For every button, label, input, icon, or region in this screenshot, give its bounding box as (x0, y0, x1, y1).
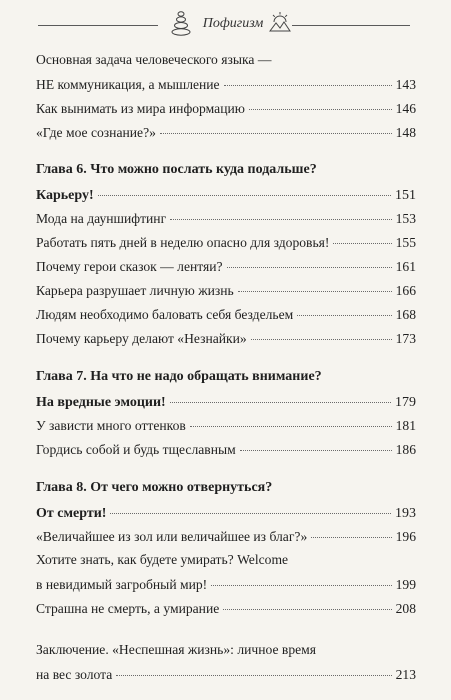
toc-entry-page: 166 (395, 283, 416, 298)
toc-entry (36, 666, 416, 686)
toc-entry-title: Людям необходимо баловать себя бездельем (36, 307, 294, 322)
toc-entry (36, 210, 416, 230)
dot-leader (160, 121, 392, 134)
chapter-heading (36, 162, 416, 182)
toc-entry (36, 576, 416, 596)
toc-entry-title: Заключение. «Неспешная жизнь»: личное время (36, 642, 317, 657)
dot-leader (227, 255, 392, 268)
toc-entry-page: 148 (395, 125, 416, 140)
stacked-stones-icon (170, 10, 192, 36)
toc-entry-title: Карьеру! (36, 188, 94, 203)
dot-leader (223, 597, 391, 610)
running-header (0, 8, 451, 38)
toc-entry-title: НЕ коммуникация, а мышление (36, 77, 220, 92)
toc-entry-title: Почему герои сказок — лентяи? (36, 259, 223, 274)
chapter-entry (36, 393, 416, 413)
toc-entry (36, 234, 416, 254)
toc-entry-page: 179 (395, 395, 416, 410)
toc-entry-title: «Величайшее из зол или величайшее из благ?» (36, 529, 308, 544)
dot-leader (224, 73, 392, 86)
toc-entry-title: Хотите знать, как будете умирать? Welcome (36, 552, 289, 567)
toc-entry-title: Мода на дауншифтинг (36, 211, 167, 226)
dot-leader (211, 573, 391, 586)
toc-entry-page: 196 (395, 529, 416, 544)
dot-leader (311, 525, 391, 538)
dot-leader (116, 663, 391, 676)
dot-leader (110, 501, 391, 514)
dot-leader (170, 207, 391, 220)
toc-entry-page: 146 (395, 101, 416, 116)
chapter-title: Глава 6. Что можно послать куда подальше? (36, 162, 317, 177)
toc-entry (36, 100, 416, 120)
toc-entry-page: 213 (395, 667, 416, 682)
toc-entry (36, 330, 416, 350)
header-rule-left (38, 25, 158, 26)
chapter-heading (36, 480, 416, 500)
dot-leader (297, 303, 391, 316)
toc-entry (36, 600, 416, 620)
toc-entry-page: 186 (395, 442, 416, 457)
toc-entry-page: 151 (395, 188, 416, 203)
dot-leader (251, 327, 392, 340)
dot-leader (98, 183, 391, 196)
chapter-title: Глава 8. От чего можно отвернуться? (36, 480, 273, 495)
toc-entry-title: Как вынимать из мира информацию (36, 101, 245, 116)
toc-entry-title: У зависти много оттенков (36, 418, 186, 433)
toc-entry-title: Гордись собой и будь тщеславным (36, 442, 236, 457)
toc-entry-page: 181 (395, 418, 416, 433)
toc-entry-page: 173 (395, 331, 416, 346)
toc-entry (36, 124, 416, 144)
toc-entry-page: 153 (395, 211, 416, 226)
toc-entry-title: На вредные эмоции! (36, 395, 166, 410)
toc-entry-page: 143 (395, 77, 416, 92)
dot-leader (333, 231, 391, 244)
toc-entry-page: 193 (395, 506, 416, 521)
toc-entry (36, 417, 416, 437)
dot-leader (190, 414, 392, 427)
toc-entry-title: Работать пять дней в неделю опасно для здоровья! (36, 235, 330, 250)
toc-entry-title: Почему карьеру делают «Незнайки» (36, 331, 247, 346)
toc-entry (36, 76, 416, 96)
toc-entry-title: Карьера разрушает личную жизнь (36, 283, 234, 298)
dot-leader (240, 438, 392, 451)
chapter-heading (36, 369, 416, 389)
toc-entry (36, 258, 416, 278)
header-title: Пофигизм (202, 16, 264, 31)
toc-entry-title: Страшна не смерть, а умирание (36, 601, 220, 616)
toc-entry (36, 441, 416, 461)
toc-entry-title: на вес золота (36, 667, 113, 682)
toc-entry-page: 155 (395, 235, 416, 250)
toc-entry-title: «Где мое сознание?» (36, 125, 156, 140)
toc-entry (36, 306, 416, 326)
dot-leader (170, 390, 391, 403)
toc-entry-title: в невидимый загробный мир! (36, 577, 208, 592)
dot-leader (249, 97, 392, 110)
toc-entry (36, 528, 416, 548)
toc-entry-page: 168 (395, 307, 416, 322)
toc-entry-page: 208 (395, 601, 416, 616)
toc-entry (36, 552, 416, 572)
chapter-entry (36, 504, 416, 524)
toc-entry-title: Основная задача человеческого языка — (36, 52, 272, 67)
chapter-entry (36, 186, 416, 206)
toc-entry (36, 52, 416, 72)
toc-entry-page: 199 (395, 577, 416, 592)
dot-leader (238, 279, 392, 292)
toc-entry (36, 282, 416, 302)
toc-entry-page: 161 (395, 259, 416, 274)
toc-entry (36, 642, 416, 662)
toc-entry-title: От смерти! (36, 506, 107, 521)
sunrise-mountains-icon (268, 10, 292, 34)
chapter-title: Глава 7. На что не надо обращать внимание? (36, 369, 322, 384)
header-rule-right (292, 25, 410, 26)
